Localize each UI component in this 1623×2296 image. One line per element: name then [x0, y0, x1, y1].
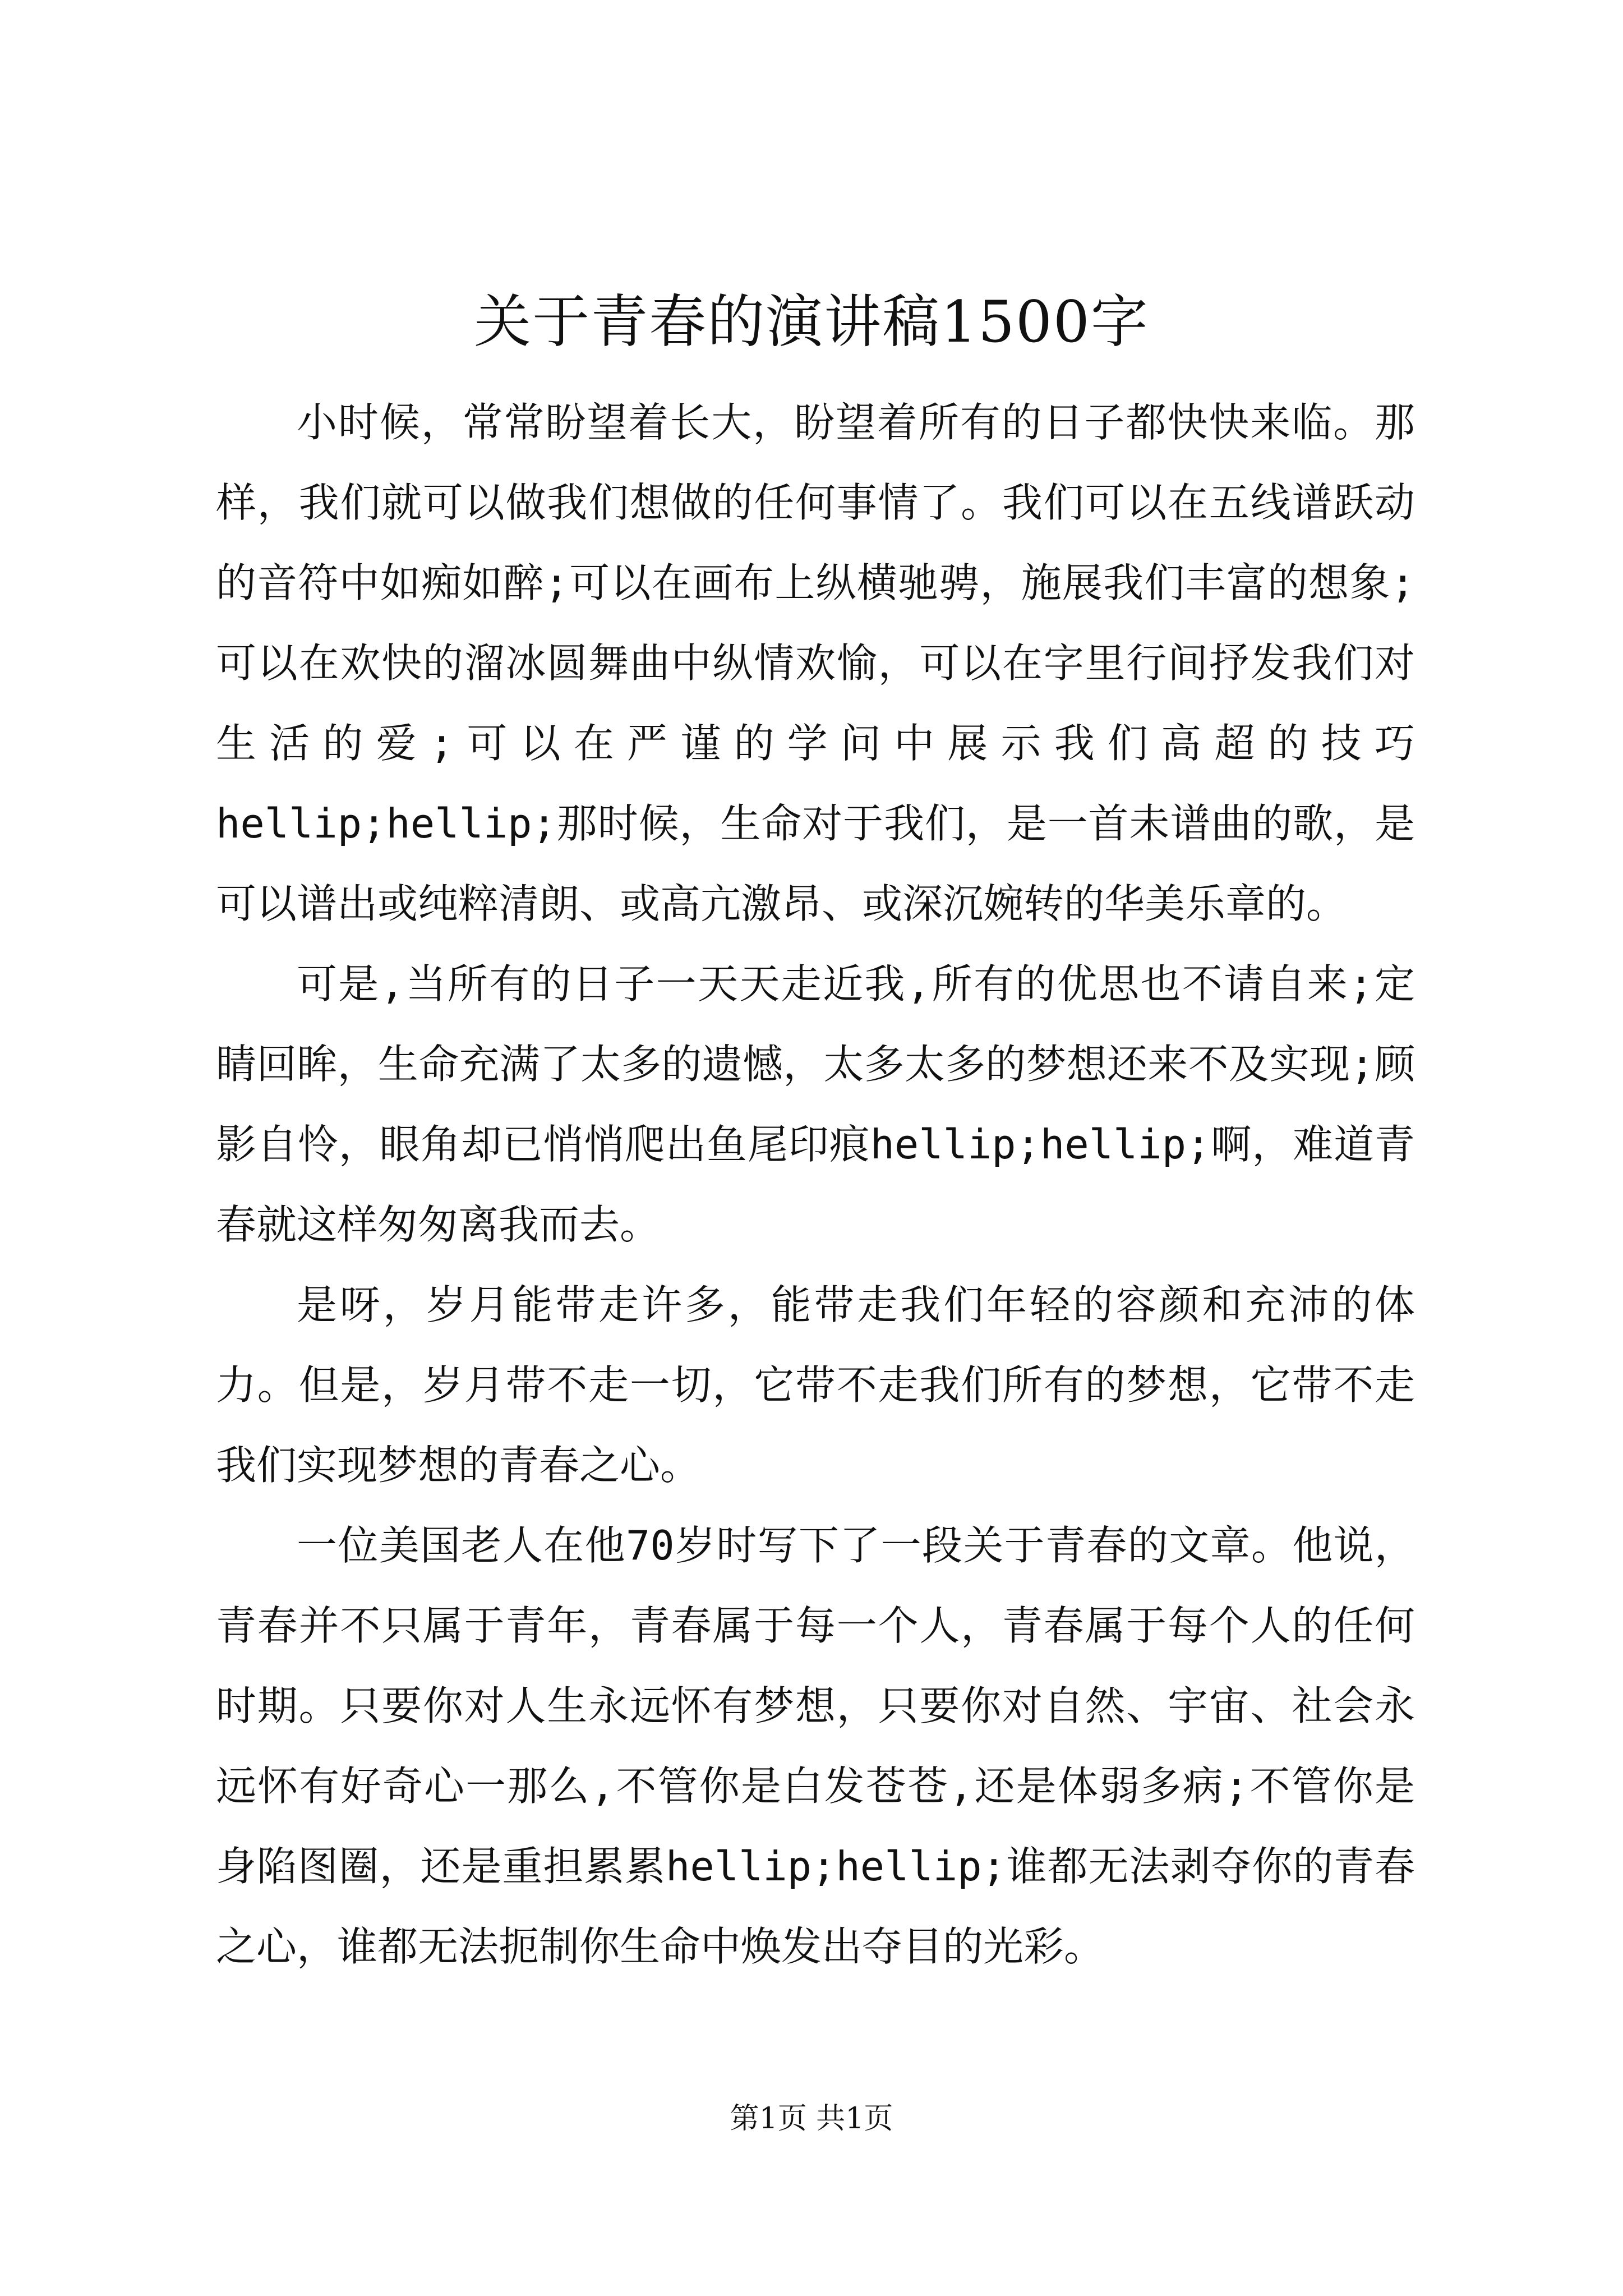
paragraph: 是呀，岁月能带走许多，能带走我们年轻的容颜和充沛的体力。但是，岁月带不走一切，它带不走我们所有的梦想，它带不走我们实现梦想的青春之心。: [216, 1281, 1415, 1489]
page-footer: 第1页 共1页: [730, 2102, 893, 2136]
document-body: [216, 383, 1415, 1987]
paragraph: 一位美国老人在他70岁时写下了一段关于青春的文章。他说，青春并不只属于青年，青春属于每一个人，青春属于每个人的任何时期。只要你对人生永远怀有梦想，只要你对自然、宇宙、社会永远怀有好奇心一那么,不管你是白发苍苍,还是体弱多病;不管你是身陷图圈，还是重担累累hellip;hellip;谁都无法剥夺你的青春之心，谁都无法扼制你生命中焕发出夺目的光彩。: [216, 1522, 1415, 1970]
paragraph: 小时候，常常盼望着长大，盼望着所有的日子都快快来临。那样，我们就可以做我们想做的任何事情了。我们可以在五线谱跃动的音符中如痴如醉;可以在画布上纵横驰骋，施展我们丰富的想象;可以在欢快的溜冰圆舞曲中纵情欢愉，可以在字里行间抒发我们对生活的爱;可以在严谨的学问中展示我们高超的技巧hellip;hellip;那时候，生命对于我们，是一首未谱曲的歌，是可以谱出或纯粹清朗、或高亢激昂、或深沉婉转的华美乐章的。: [216, 399, 1415, 927]
paragraph: 可是,当所有的日子一天天走近我,所有的优思也不请自来;定睛回眸，生命充满了太多的遗憾，太多太多的梦想还来不及实现;顾影自怜，眼角却已悄悄爬出鱼尾印痕hellip;hellip;啊，难道青春就这样匆匆离我而去。: [216, 960, 1415, 1248]
document-title: 关于青春的演讲稿1500字: [474, 289, 1149, 356]
